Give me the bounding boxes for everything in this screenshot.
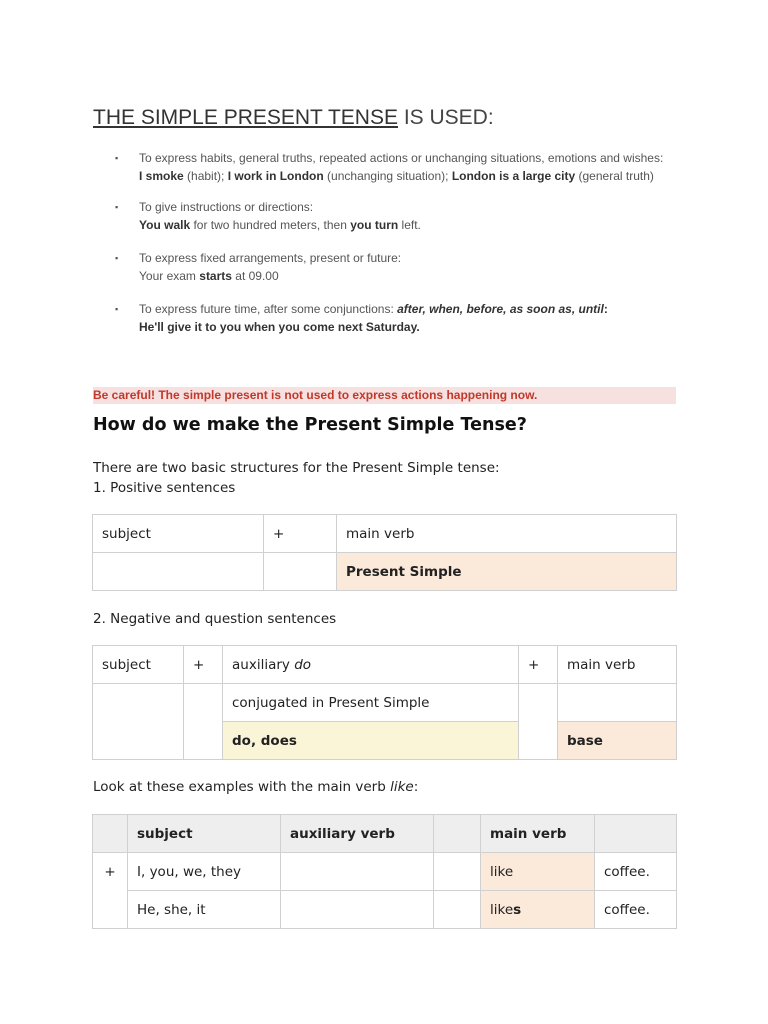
table-cell: +	[264, 515, 337, 553]
title-underlined: THE SIMPLE PRESENT TENSE	[93, 106, 398, 129]
example-verb: like	[390, 779, 414, 795]
example-text: You walk	[139, 217, 191, 232]
table-cell: main verb	[558, 646, 677, 684]
square-bullet-icon: ▪	[115, 304, 119, 314]
use-description: To express future time, after some conjunctions:	[139, 302, 398, 316]
table-row	[93, 684, 677, 722]
table-cell: +	[519, 646, 558, 684]
intro-text: There are two basic structures for the Present Simple tense:	[93, 460, 500, 476]
example-note: (habit);	[183, 168, 228, 183]
table-cell	[281, 853, 434, 891]
aux-do: do	[294, 656, 312, 673]
table-cell: subject	[93, 646, 184, 684]
example-text: you turn	[350, 217, 399, 232]
table-cell: base	[558, 722, 677, 760]
table-cell: like	[481, 853, 595, 891]
aux-label: auxiliary	[232, 656, 295, 673]
list-item	[115, 250, 675, 285]
list-item	[115, 150, 675, 185]
table-cell: +	[184, 646, 223, 684]
table-cell: conjugated in Present Simple	[223, 684, 519, 722]
square-bullet-icon: ▪	[115, 153, 119, 163]
page-title	[93, 106, 494, 130]
use-description: To give instructions or directions:	[139, 200, 314, 214]
table-cell: do, does	[223, 722, 519, 760]
uses-list	[115, 150, 675, 336]
table-cell	[434, 891, 481, 929]
table-header-cell: main verb	[481, 815, 595, 853]
table-cell	[434, 853, 481, 891]
table-header-row	[93, 815, 677, 853]
section-heading: How do we make the Present Simple Tense?	[93, 415, 527, 435]
table-cell	[223, 646, 519, 684]
table-cell: He, she, it	[128, 891, 281, 929]
sign-cell: +	[93, 853, 128, 929]
table-cell	[184, 684, 223, 760]
positive-label: 1. Positive sentences	[93, 480, 236, 496]
table-cell	[93, 684, 184, 760]
negative-structure-table	[92, 645, 677, 760]
table-cell: I, you, we, they	[128, 853, 281, 891]
table-row	[93, 553, 677, 591]
colon: :	[603, 302, 608, 316]
table-cell: coffee.	[595, 891, 677, 929]
table-row	[93, 646, 677, 684]
example-note: at 09.00	[231, 268, 279, 283]
example-note: for two hundred meters, then	[190, 217, 351, 232]
example-note: Your exam	[139, 268, 200, 283]
example-note: (general truth)	[575, 168, 654, 183]
list-item	[115, 199, 675, 234]
table-cell: subject	[93, 515, 264, 553]
square-bullet-icon: ▪	[115, 253, 119, 263]
table-header-cell: auxiliary verb	[281, 815, 434, 853]
table-cell	[93, 553, 264, 591]
positive-structure-table	[92, 514, 677, 591]
table-header-cell	[434, 815, 481, 853]
title-rest: IS USED:	[397, 106, 494, 129]
table-header-cell: subject	[128, 815, 281, 853]
table-cell	[558, 684, 677, 722]
use-description: To express habits, general truths, repeated actions or unchanging situations, emotions and wishes:	[139, 151, 664, 165]
example-text: London is a large city	[451, 168, 576, 183]
examples-label: Look at these examples with the main verb like:	[93, 779, 419, 795]
list-item	[115, 301, 675, 336]
table-cell: coffee.	[595, 853, 677, 891]
negative-label: 2. Negative and question sentences	[93, 611, 337, 627]
conjunctions: after, when, before, as soon as, until	[397, 302, 604, 316]
table-header-cell	[595, 815, 677, 853]
example-text: He'll give it to you when you come next Saturday.	[139, 319, 420, 334]
square-bullet-icon: ▪	[115, 202, 119, 212]
example-text: starts	[199, 268, 232, 283]
table-cell	[264, 553, 337, 591]
example-text: I smoke	[139, 168, 184, 183]
table-header-cell	[93, 815, 128, 853]
table-cell: main verb	[337, 515, 677, 553]
table-cell	[281, 891, 434, 929]
example-note: left.	[398, 217, 421, 232]
table-cell: likes	[481, 891, 595, 929]
table-cell	[519, 684, 558, 760]
use-description: To express fixed arrangements, present or future:	[139, 251, 402, 265]
table-row	[93, 853, 677, 891]
example-note: (unchanging situation);	[323, 168, 452, 183]
table-row	[93, 515, 677, 553]
table-row	[93, 891, 677, 929]
example-text: I work in London	[227, 168, 324, 183]
table-cell: Present Simple	[337, 553, 677, 591]
examples-table	[92, 814, 677, 929]
warning-banner: Be careful! The simple present is not used to express actions happening now.	[93, 387, 676, 404]
